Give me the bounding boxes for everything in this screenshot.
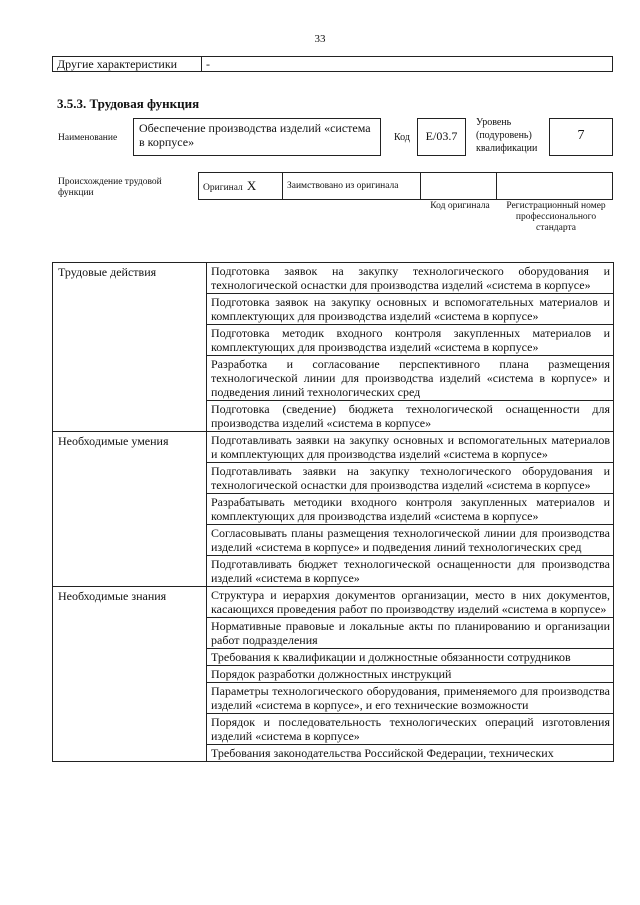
origin-table <box>198 172 613 200</box>
code-label: Код <box>394 132 410 143</box>
reg-number-cell <box>497 173 613 200</box>
name-label: Наименование <box>58 133 118 143</box>
section-item: Нормативные правовые и локальные акты по планированию и организации работ подразделения <box>207 618 614 649</box>
other-characteristics-table <box>52 56 613 72</box>
page-number: 33 <box>314 33 326 45</box>
section-item: Разработка и согласование перспективного плана размещения технологической линии для производства изделий «система в корпусе» и подведения линий технологических сред <box>207 356 614 401</box>
origin-label: Происхождение трудовой функции <box>58 177 162 198</box>
function-code-box: E/03.7 <box>417 118 466 156</box>
section-item: Подготовка методик входного контроля закупленных материалов и комплектующих для производства изделий «система в корпусе» <box>207 325 614 356</box>
section-title: Необходимые знания <box>53 587 207 762</box>
original-code-cell <box>421 173 497 200</box>
section-item: Подготовка заявок на закупку технологического оборудования и технологической оснастки для производства изделий «система в корпусе» <box>207 263 614 294</box>
function-name-box: Обеспечение производства изделий «система в корпусе» <box>133 118 381 156</box>
reg-number-label: Регистрационный номер профессионального стандарта <box>506 201 606 233</box>
section-item: Требования законодательства Российской Федерации, технических <box>207 745 614 762</box>
section-heading: 3.5.3. Трудовая функция <box>57 96 200 111</box>
section-item: Порядок и последовательность технологических операций изготовления изделий «система в корпусе» <box>207 714 614 745</box>
section-item: Согласовывать планы размещения технологической линии для производства изделий «система в корпусе» и подведения линий технологических сред <box>207 525 614 556</box>
qualification-level-box: 7 <box>549 118 613 156</box>
section-item: Порядок разработки должностных инструкций <box>207 666 614 683</box>
original-mark: X <box>246 178 257 193</box>
original-code-label: Код оригинала <box>430 201 490 211</box>
function-content-table <box>52 262 614 762</box>
original-label: Оригинал <box>203 183 243 193</box>
other-characteristics-value: - <box>202 57 613 72</box>
section-title: Трудовые действия <box>53 263 207 432</box>
section-item: Подготавливать бюджет технологической оснащенности для производства изделий «система в корпусе» <box>207 556 614 587</box>
section-item: Подготавливать заявки на закупку основных и вспомогательных материалов и комплектующих для производства изделий «система в корпусе» <box>207 432 614 463</box>
borrowed-label: Заимствовано из оригинала <box>283 173 421 200</box>
origin-original-cell <box>199 173 283 200</box>
table-row <box>53 432 614 463</box>
table-row <box>53 587 614 618</box>
table-row <box>53 263 614 294</box>
section-item: Разрабатывать методики входного контроля закупленных материалов и комплектующих для производства изделий «система в корпусе» <box>207 494 614 525</box>
section-item: Подготовка заявок на закупку основных и вспомогательных материалов и комплектующих для производства изделий «система в корпусе» <box>207 294 614 325</box>
section-item: Параметры технологического оборудования, применяемого для производства изделий «система в корпусе», и его технические возможности <box>207 683 614 714</box>
section-item: Подготавливать заявки на закупку технологического оборудования и технологической оснастки для производства изделий «система в корпусе» <box>207 463 614 494</box>
section-item: Структура и иерархия документов организации, место в них документов, касающихся проведения работ по производству изделий «система в корпусе» <box>207 587 614 618</box>
section-title: Необходимые умения <box>53 432 207 587</box>
qualification-level-label: Уровень (подуровень) квалификации <box>476 117 538 154</box>
section-item: Требования к квалификации и должностные обязанности сотрудников <box>207 649 614 666</box>
section-item: Подготовка (сведение) бюджета технологической оснащенности для производства изделий «система в корпусе» <box>207 401 614 432</box>
other-characteristics-label: Другие характеристики <box>53 57 202 72</box>
